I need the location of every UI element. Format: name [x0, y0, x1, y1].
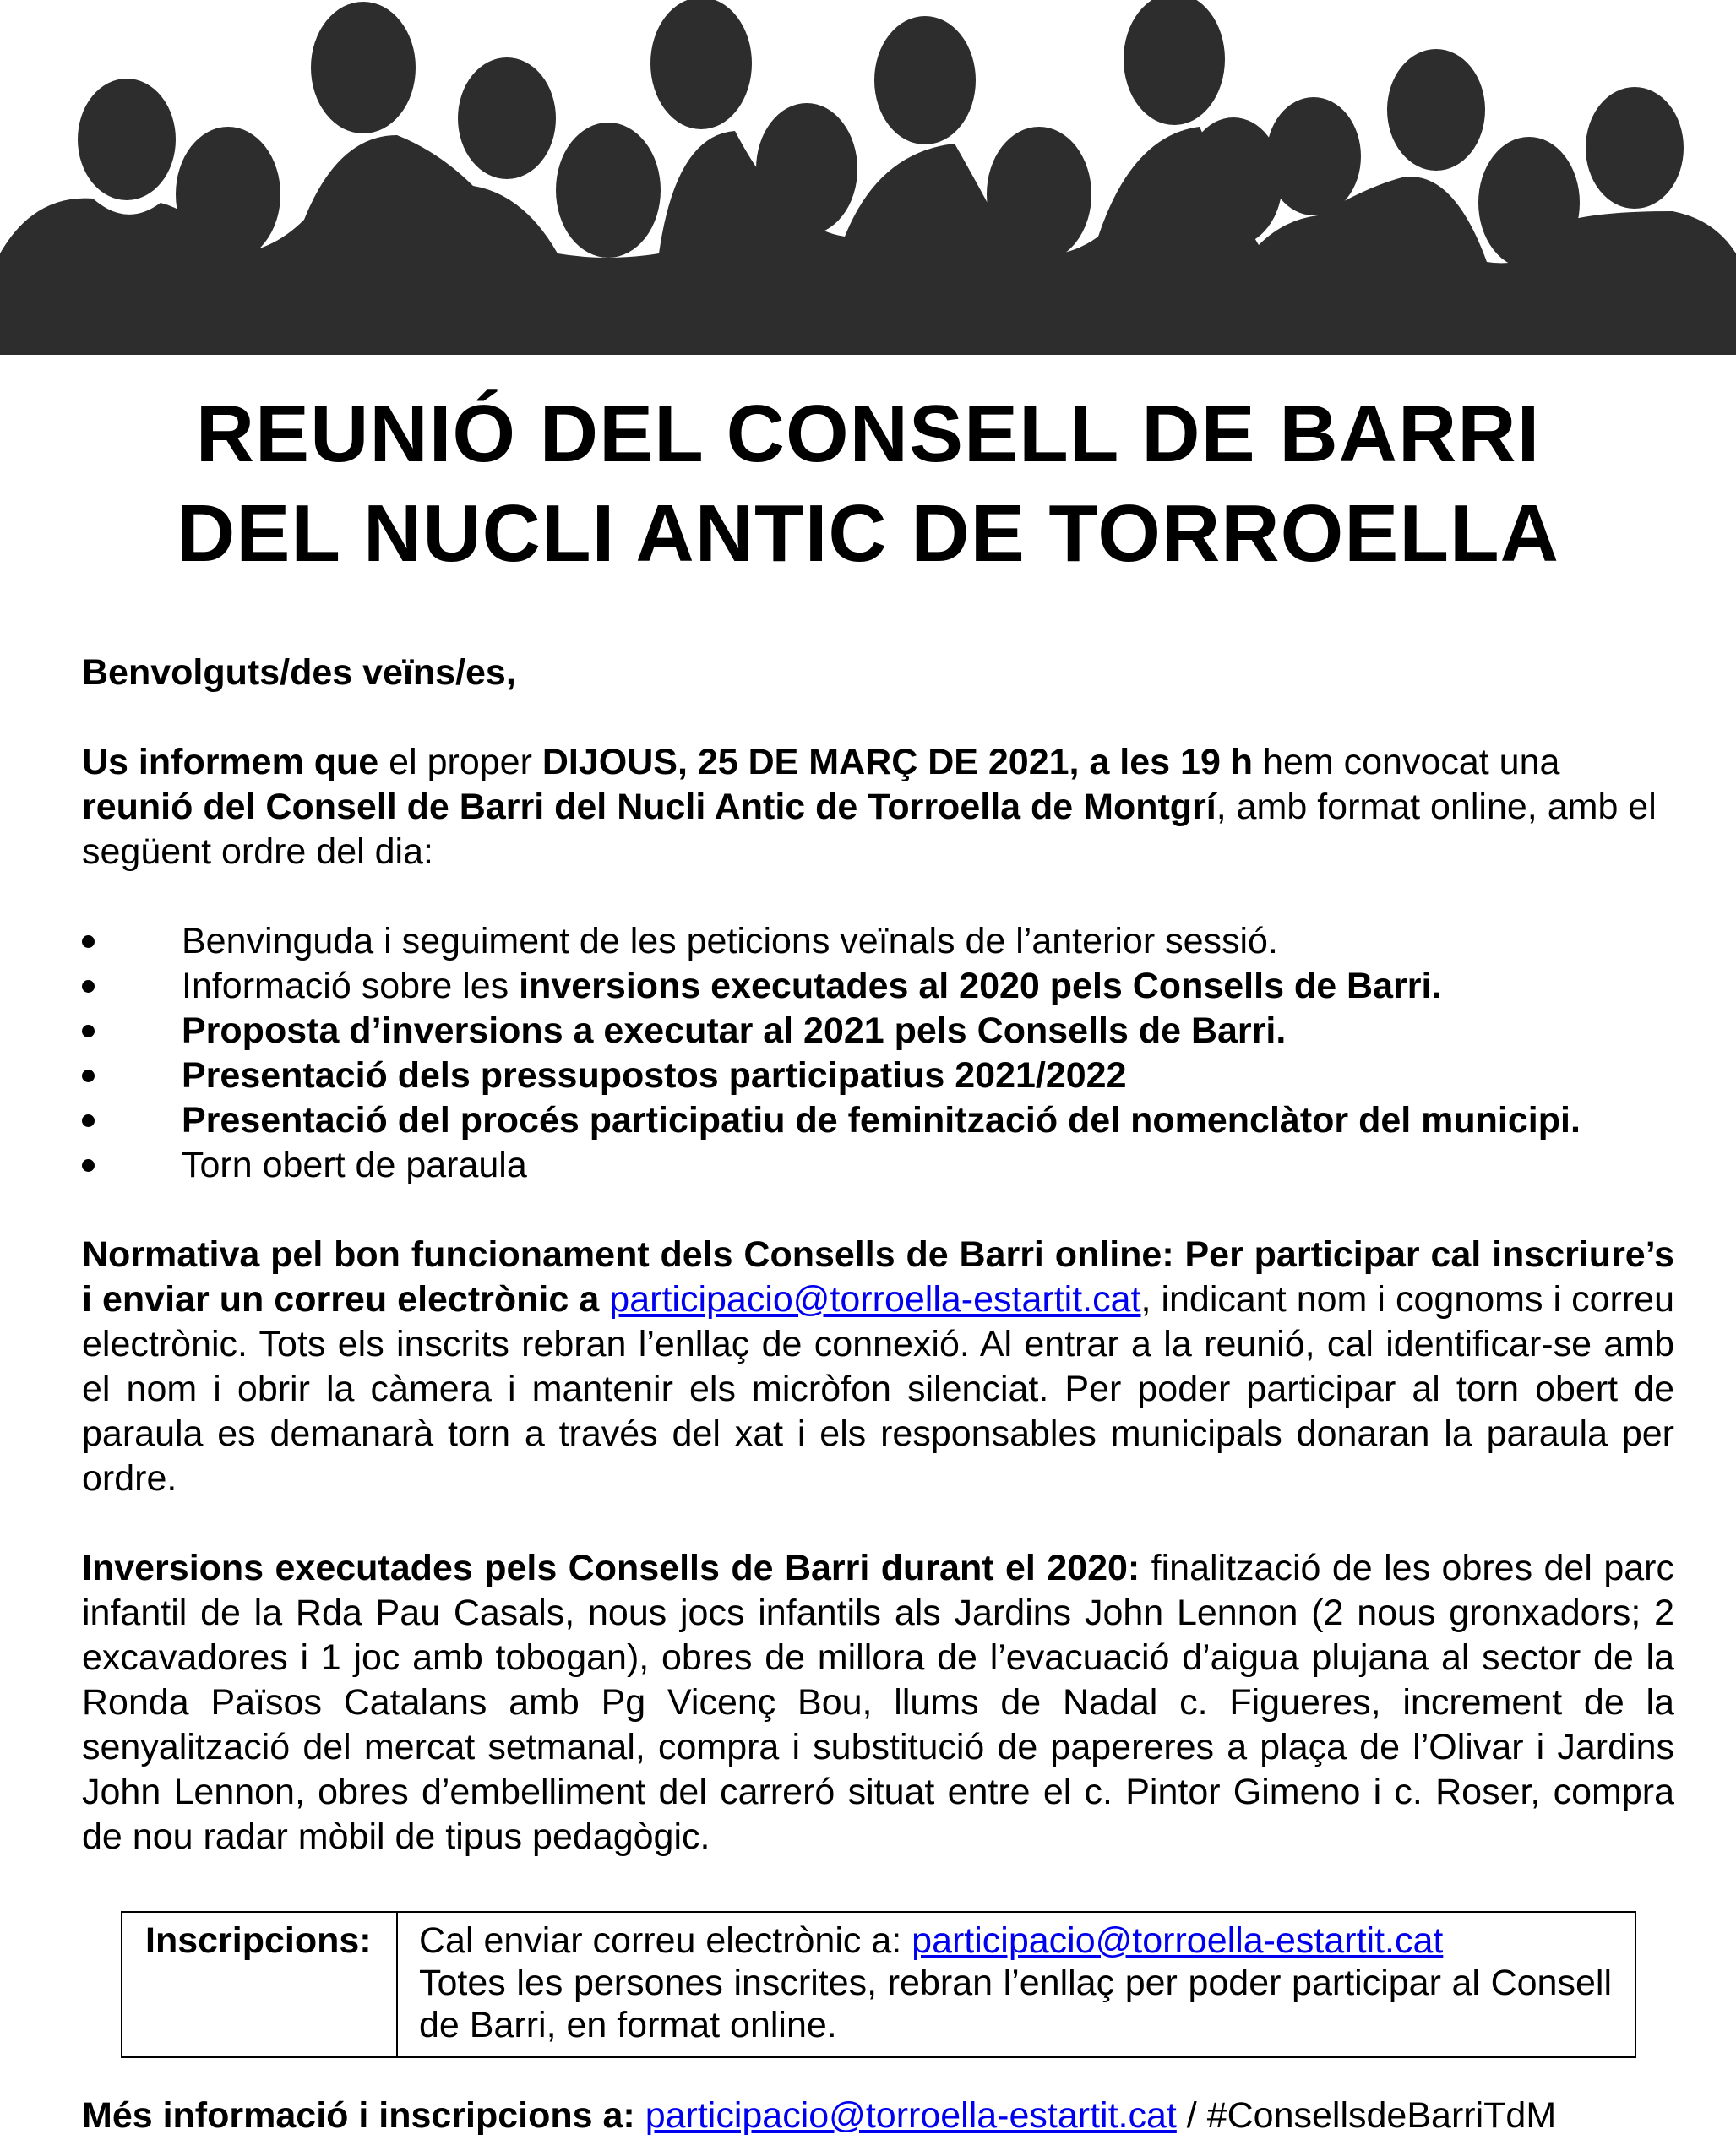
intro-text-2: hem convocat una	[1253, 742, 1560, 782]
meeting-name: reunió del Consell de Barri del Nucli Antic de Torroella de Montgrí	[82, 787, 1216, 827]
registration-text: Cal enviar correu electrònic a: participacio@torroella-estartit.cat Totes les persones inscrites, rebran l’enllaç per poder participar al Consell de Barri, en format online.	[419, 1920, 1612, 2045]
footer-label: Més informació i inscripcions a:	[82, 2095, 635, 2136]
agenda-item: Presentació dels pressupostos participatius 2021/2022	[82, 1054, 1674, 1098]
rules-paragraph	[82, 1233, 1674, 1501]
bullet-icon	[82, 1070, 95, 1082]
investments-heading: Inversions executades pels Consells de Barri durant el 2020:	[82, 1548, 1140, 1588]
registration-note: Totes les persones inscrites, rebran l’enllaç per poder participar al Consell de Barri, en format online.	[419, 1963, 1612, 2045]
greeting: Benvolguts/des veïns/es,	[82, 652, 516, 693]
rules-text: , indicant nom i cognoms i correu electrònic. Tots els inscrits rebran l’enllaç de connexió. Al entrar a la reunió, cal identificar-se amb el nom i obrir la càmera i mantenir els micròfon silenciat. Per poder participar al torn obert de paraula es demanarà torn a través del xat i els responsables municipals donaran la paraula per ordre.	[82, 1279, 1674, 1499]
footer-email-link[interactable]: participacio@torroella-estartit.cat	[645, 2095, 1177, 2136]
rules-heading: Normativa pel bon funcionament dels Consells de Barri online: Per participar cal inscriure’s i enviar un correu electrònic a	[82, 1234, 1674, 1320]
bullet-icon	[82, 1159, 95, 1172]
rules-email-link[interactable]: participacio@torroella-estartit.cat	[609, 1279, 1141, 1320]
people-silhouettes-banner	[0, 0, 1736, 363]
agenda-item: Torn obert de paraula	[82, 1143, 1674, 1188]
title-line-1: REUNIÓ DEL CONSELL DE BARRI	[195, 389, 1541, 479]
bullet-icon	[82, 980, 95, 993]
agenda-item: Informació sobre les inversions executades al 2020 pels Consells de Barri.	[82, 964, 1674, 1009]
title-line-2: DEL NUCLI ANTIC DE TORROELLA	[177, 488, 1559, 579]
registration-box	[121, 1911, 1636, 2058]
intro-paragraph	[82, 740, 1674, 874]
page-title	[0, 384, 1736, 584]
investments-paragraph	[82, 1546, 1674, 1860]
intro-text-1: el proper	[378, 742, 542, 782]
footer-hashtag: / #ConsellsdeBarriTdM	[1176, 2095, 1557, 2136]
intro-text-3: , amb format online, amb el següent ordre del dia:	[82, 787, 1657, 872]
intro-lead: Us informem que	[82, 742, 379, 782]
bullet-icon	[82, 1025, 95, 1037]
agenda-list	[82, 919, 1674, 1188]
footer-info	[82, 2094, 1687, 2138]
agenda-item: Proposta d’inversions a executar al 2021 pels Consells de Barri.	[82, 1009, 1674, 1054]
agenda-item: Presentació del procés participatiu de feminització del nomenclàtor del municipi.	[82, 1098, 1674, 1143]
registration-label: Inscripcions:	[122, 1913, 398, 2056]
registration-email-link[interactable]: participacio@torroella-estartit.cat	[912, 1920, 1444, 1961]
agenda-item: Benvinguda i seguiment de les peticions veïnals de l’anterior sessió.	[82, 919, 1674, 964]
bullet-icon	[82, 1114, 95, 1127]
bullet-icon	[82, 935, 95, 948]
meeting-date: DIJOUS, 25 DE MARÇ DE 2021, a les 19 h	[541, 742, 1254, 782]
document-body	[82, 651, 1674, 1860]
investments-text: finalització de les obres del parc infantil de la Rda Pau Casals, nous jocs infantils als Jardins John Lennon (2 nous gronxadors; 2 excavadores i 1 joc amb tobogan), obres de millora de l’evacuació d’aigua plujana al sector de la Ronda Països Catalans amb Pg Vicenç Bou, llums de Nadal c. Figueres, increment de la senyalització del mercat setmanal, compra i substitució de papereres a plaça de l’Olivar i Jardins John Lennon, obres d’embelliment del carreró situat entre el c. Pintor Gimeno i c. Roser, compra de nou radar mòbil de tipus pedagògic.	[82, 1548, 1674, 1857]
